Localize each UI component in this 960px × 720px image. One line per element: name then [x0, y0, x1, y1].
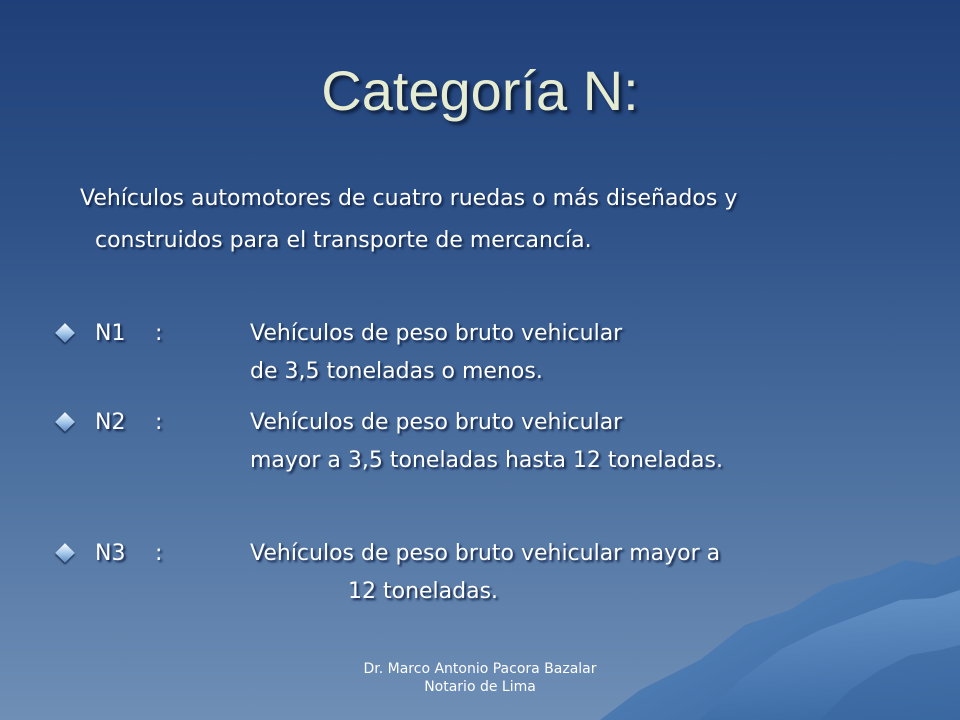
footer-author: Dr. Marco Antonio Pacora Bazalar [363, 661, 597, 677]
footer [300, 660, 660, 696]
category-description-line-2: 12 toneladas. [348, 579, 499, 604]
category-description-line-1: Vehículos de peso bruto vehicular [250, 410, 623, 435]
footer-role: Notario de Lima [424, 679, 536, 695]
slide-title: Categoría N: [321, 59, 639, 122]
category-code: N1 [95, 321, 126, 346]
category-description-line-1: Vehículos de peso bruto vehicular mayor a [250, 541, 721, 566]
intro-paragraph [80, 178, 900, 262]
category-description-line-2: de 3,5 toneladas o menos. [250, 359, 543, 384]
intro-line-2: construidos para el transporte de mercancía. [95, 228, 592, 253]
category-code: N3 [95, 541, 126, 566]
category-description-line-2: mayor a 3,5 toneladas hasta 12 toneladas. [250, 448, 723, 473]
category-code: N2 [95, 410, 126, 435]
category-separator: : [155, 410, 163, 435]
category-description-line-1: Vehículos de peso bruto vehicular [250, 321, 623, 346]
category-separator: : [155, 541, 163, 566]
intro-line-1: Vehículos automotores de cuatro ruedas o más diseñados y [80, 186, 738, 211]
category-separator: : [155, 321, 163, 346]
